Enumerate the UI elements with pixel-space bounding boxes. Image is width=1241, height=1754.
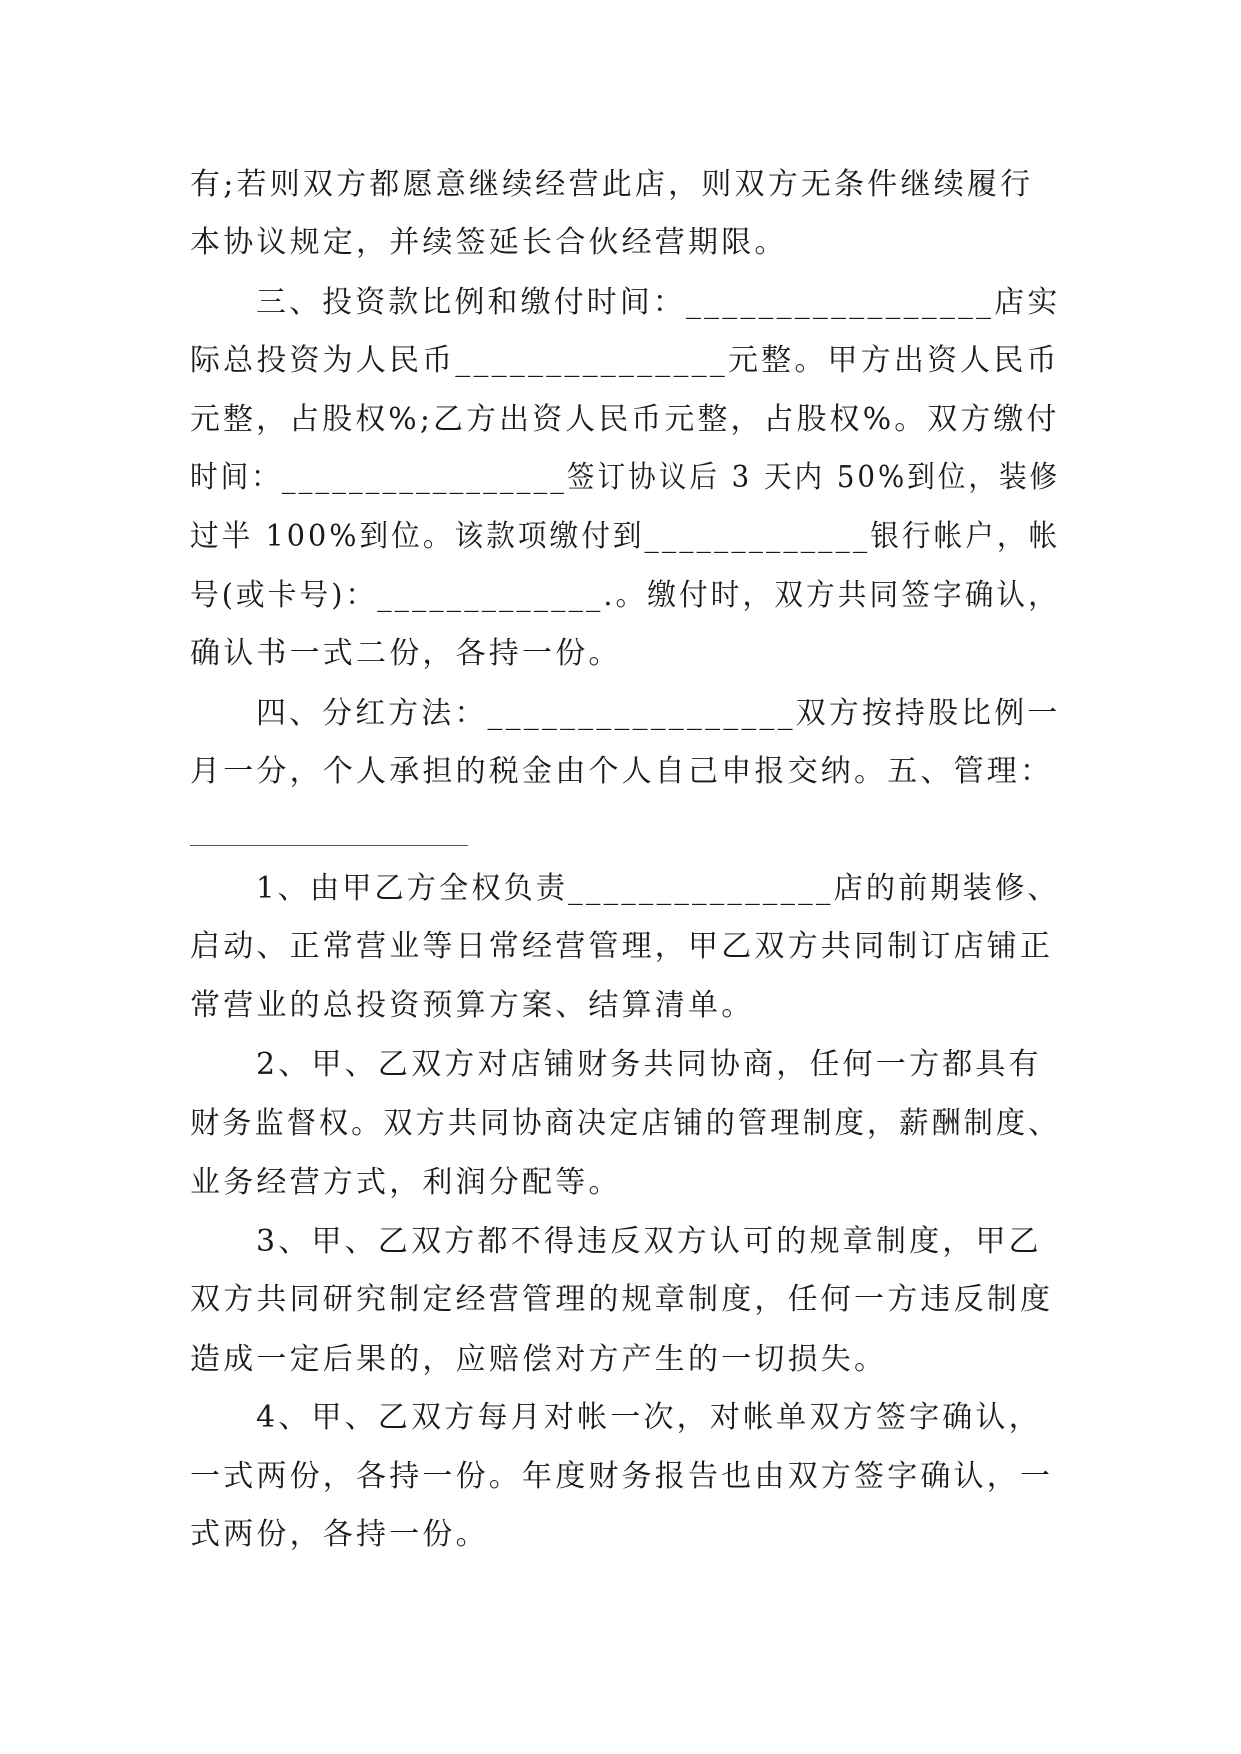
text-line: 双方共同研究制定经营管理的规章制度，任何一方违反制度 (190, 1282, 1054, 1317)
text-line: 际总投资为人民币_______________元整。甲方出资人民币 (190, 343, 1060, 378)
clause-2-line: 2、甲、乙双方对店铺财务共同协商，任何一方都具有 (256, 1047, 1042, 1082)
text-line: 常营业的总投资预算方案、结算清单。 (190, 988, 755, 1023)
clause-3-line: 3、甲、乙双方都不得违反双方认可的规章制度，甲乙 (256, 1224, 1042, 1259)
section-three-heading-line: 三、投资款比例和缴付时间：_________________店实 (256, 285, 1061, 320)
clause-4-line: 4、甲、乙双方每月对帐一次，对帐单双方签字确认， (256, 1400, 1042, 1435)
text-line: 月一分，个人承担的税金由个人自己申报交纳。五、管理： (190, 754, 1054, 789)
section-four-heading-line: 四、分红方法：_________________双方按持股比例一 (256, 696, 1061, 731)
text-line: 元整，占股权%;乙方出资人民币元整，占股权%。双方缴付 (190, 402, 1060, 437)
text-line: 造成一定后果的，应赔偿对方产生的一切损失。 (190, 1342, 888, 1377)
text-line: 财务监督权。双方共同协商决定店铺的管理制度，薪酬制度、 (190, 1106, 1061, 1141)
text-line: 时间：_________________签订协议后 3 天内 50%到位，装修 (190, 460, 1061, 495)
text-line: 有;若则双方都愿意继续经营此店，则双方无条件继续履行 (190, 167, 1034, 202)
text-line: 本协议规定，并续签延长合伙经营期限。 (190, 225, 788, 260)
text-line: 启动、正常营业等日常经营管理，甲乙双方共同制订店铺正 (190, 929, 1054, 964)
text-line: 一式两份，各持一份。年度财务报告也由双方签字确认，一 (190, 1459, 1054, 1494)
clause-1-line: 1、由甲乙方全权负责_______________店的前期装修、 (256, 871, 1060, 906)
text-line: 过半 100%到位。该款项缴付到_____________银行帐户，帐 (190, 519, 1061, 554)
text-line: 确认书一式二份，各持一份。 (190, 636, 622, 671)
blank-underline (190, 845, 468, 846)
text-line: 号(或卡号)：_____________.。缴付时，双方共同签字确认， (190, 578, 1060, 613)
text-line: 式两份，各持一份。 (190, 1517, 489, 1552)
text-line: 业务经营方式，利润分配等。 (190, 1165, 622, 1200)
